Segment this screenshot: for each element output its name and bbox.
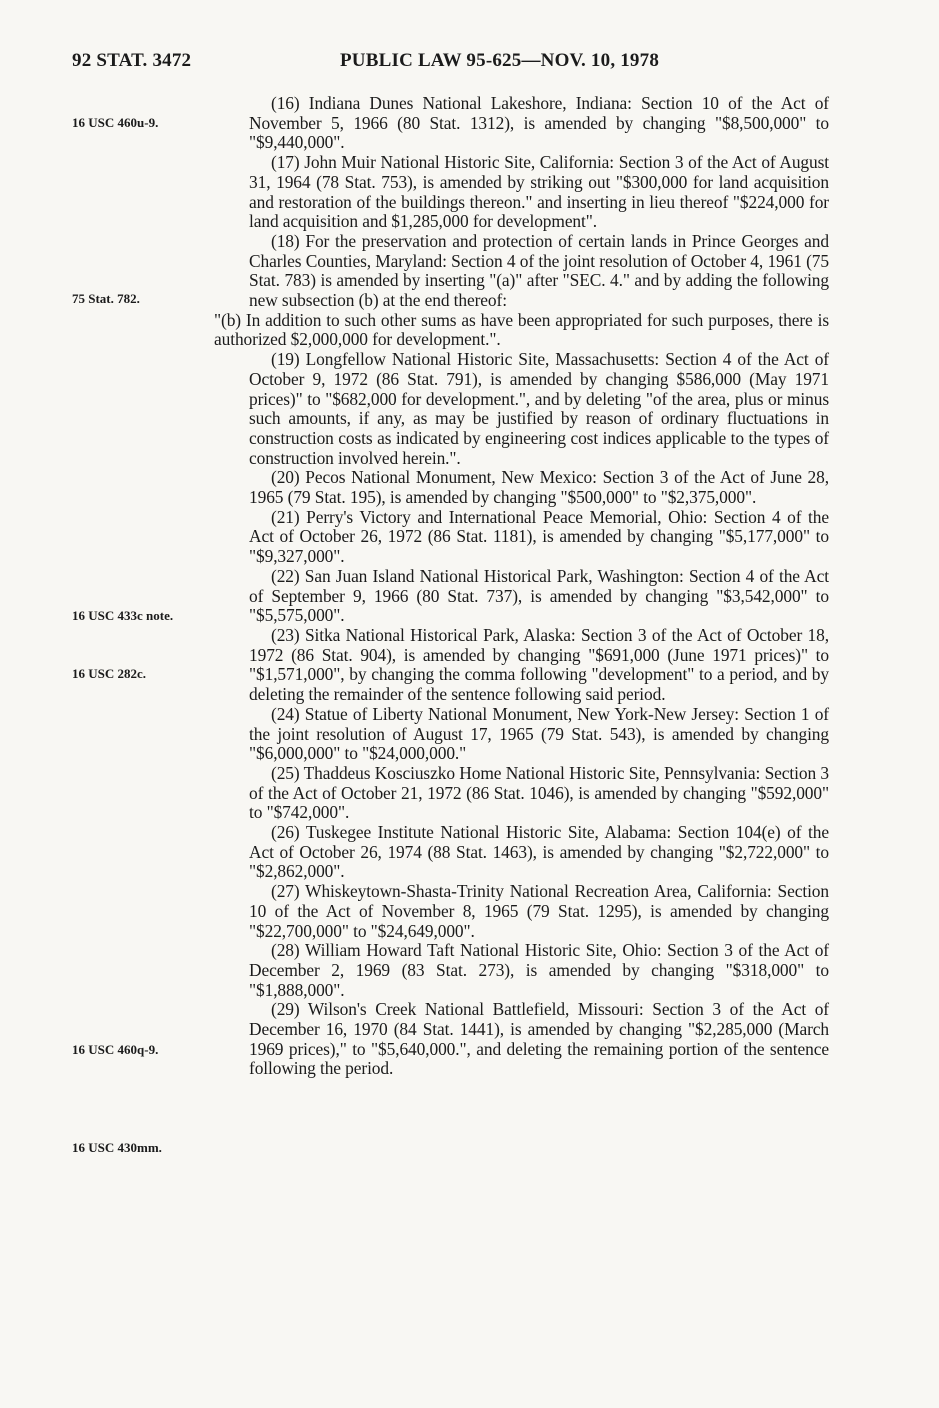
paragraph: (22) San Juan Island National Historical Park, Washington: Section 4 of the Act of September 9, 1966 (80 Stat. 737), is amended by changing "$3,542,000" to "$5,575,000".	[249, 565, 829, 626]
public-law-title: PUBLIC LAW 95-625—NOV. 10, 1978	[340, 50, 660, 71]
margin-note: 16 USC 460u-9.	[72, 115, 159, 130]
paragraph: (21) Perry's Victory and International Peace Memorial, Ohio: Section 4 of the Act of October 26, 1972 (86 Stat. 1181), is amended by changing "$5,177,000" to "$9,327,000".	[249, 506, 829, 567]
paragraph: (24) Statue of Liberty National Monument, New York-New Jersey: Section 1 of the joint resolution of August 17, 1965 (79 Stat. 543), is amended by changing "$6,000,000" to "$24,000,000."	[249, 703, 829, 764]
margin-note: 75 Stat. 782.	[72, 291, 140, 306]
margin-note: 16 USC 430mm.	[72, 1140, 162, 1155]
paragraph: (25) Thaddeus Kosciuszko Home National Historic Site, Pennsylvania: Section 3 of the Act of October 21, 1972 (86 Stat. 1046), is amended by changing "$592,000" to "$742,000".	[249, 762, 829, 823]
stat-page-number: 92 STAT. 3472	[72, 50, 192, 71]
margin-note: 16 USC 282c.	[72, 666, 147, 681]
quoted-subsection: "(b) In addition to such other sums as have been appropriated for such purposes, there is authorized $2,000,000 for development.".	[214, 309, 829, 350]
paragraph: (26) Tuskegee Institute National Historic Site, Alabama: Section 104(e) of the Act of October 26, 1974 (88 Stat. 1463), is amended by changing "$2,722,000" to "$2,862,000".	[249, 822, 829, 882]
statute-body	[214, 93, 829, 1079]
paragraph: (29) Wilson's Creek National Battlefield, Missouri: Section 3 of the Act of December 16, 1970 (84 Stat. 1441), is amended by changing "$2,285,000 (March 1969 prices)," to "$5,640,000.", and deleting the remaining portion of the sentence following the period.	[249, 999, 829, 1079]
paragraph: (16) Indiana Dunes National Lakeshore, Indiana: Section 10 of the Act of November 5, 1966 (80 Stat. 1312), is amended by changing "$8,500,000" to "$9,440,000".	[249, 93, 829, 153]
margin-note: 16 USC 433c note.	[72, 608, 174, 623]
paragraph: (27) Whiskeytown-Shasta-Trinity National Recreation Area, California: Section 10 of the Act of November 8, 1965 (79 Stat. 1295), is amended by changing "$22,700,000" to "$24,649,000".	[249, 881, 829, 941]
paragraph: (19) Longfellow National Historic Site, Massachusetts: Section 4 of the Act of October 9, 1972 (86 Stat. 791), is amended by changing $586,000 (May 1971 prices)" to "$682,000 for development.", and by deleting "of the area, plus or minus such amounts, if any, as may be justified by reason of ordinary fluctuations in construction costs as indicated by engineering cost indices applicable to the types of construction involved herein.".	[249, 349, 829, 468]
paragraph: (20) Pecos National Monument, New Mexico: Section 3 of the Act of June 28, 1965 (79 Stat. 195), is amended by changing "$500,000" to "$2,375,000".	[249, 467, 829, 508]
paragraph: (18) For the preservation and protection of certain lands in Prince Georges and Charles Counties, Maryland: Section 4 of the joint resolution of October 4, 1961 (75 Stat. 783) is amended by inserting "(a)" after "SEC. 4." and by adding the following new subsection (b) at the end thereof:	[249, 230, 829, 311]
margin-note: 16 USC 460q-9.	[72, 1042, 159, 1057]
paragraph: (23) Sitka National Historical Park, Alaska: Section 3 of the Act of October 18, 1972 (86 Stat. 904), is amended by changing "$691,000 (June 1971 prices)" to "$1,571,000", by changing the comma following "development" to a period, and by deleting the remainder of the sentence following said period.	[249, 624, 829, 705]
paragraph: (28) William Howard Taft National Historic Site, Ohio: Section 3 of the Act of December 2, 1969 (83 Stat. 273), is amended by changing "$318,000" to "$1,888,000".	[249, 940, 829, 1000]
paragraph: (17) John Muir National Historic Site, California: Section 3 of the Act of August 31, 1964 (78 Stat. 753), is amended by striking out "$300,000 for land acquisition and restoration of the buildings thereon." and inserting in lieu thereof "$224,000 for land acquisition and $1,285,000 for development".	[249, 152, 829, 232]
